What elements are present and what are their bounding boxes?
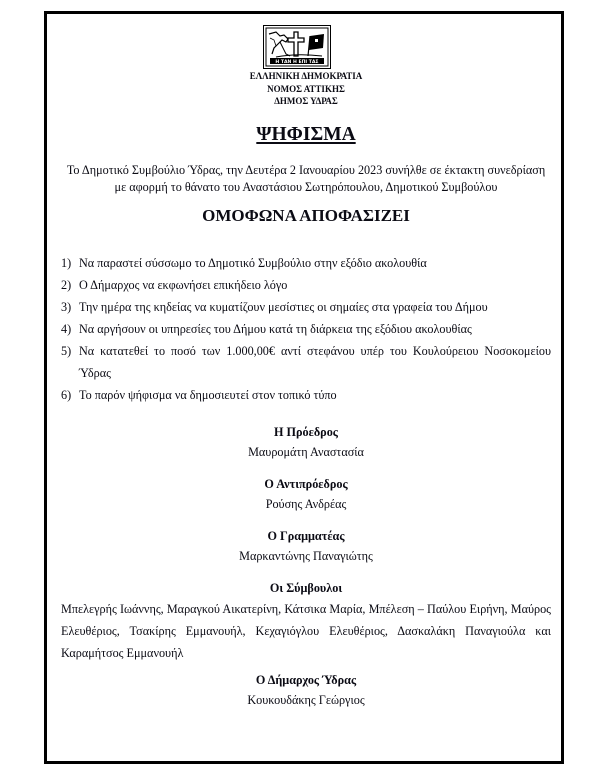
resolution-item [61, 252, 551, 274]
resolution-number: 3) [61, 300, 72, 314]
signature-name: Κουκουδάκης Γεώργιος [247, 693, 365, 707]
signature-president [0, 422, 612, 462]
resolution-text: Ο Δήμαρχος να εκφωνήσει επικήδειο λόγο [79, 278, 288, 292]
resolution-number: 4) [61, 322, 72, 336]
signature-role: Ο Γραμματέας [267, 529, 345, 543]
resolutions-list [61, 252, 551, 406]
signature-name: Ρούσης Ανδρέας [265, 497, 347, 511]
resolution-number: 5) [61, 344, 72, 358]
document-title [0, 123, 612, 147]
decision-heading: ΟΜΟΦΩΝΑ ΑΠΟΦΑΣΙΖΕΙ [202, 206, 410, 225]
intro-paragraph: Το Δημοτικό Συμβούλιο Ύδρας, την Δευτέρα 2 Ιανουαρίου 2023 συνήλθε σε έκτακτη συνεδρίαση με αφορμή το θάνατο του Αναστάσιου Σωτηρόπουλου, Δημοτικού Συμβούλου [66, 163, 546, 194]
signature-role: Ο Δήμαρχος Ύδρας [255, 673, 357, 687]
header-country: ΕΛΛΗΝΙΚΗ ΔΗΜΟΚΡΑΤΙΑ [249, 71, 363, 81]
signatures-section [0, 422, 612, 578]
resolution-text: Το παρόν ψήφισμα να δημοσιευτεί στον τοπικό τύπο [79, 388, 337, 402]
resolution-number: 1) [61, 256, 72, 270]
signature-role: Ο Αντιπρόεδρος [264, 477, 348, 491]
signature-name: Μαρκαντώνης Παναγιώτης [239, 549, 373, 563]
signature-councillors [0, 578, 612, 664]
signature-role: Οι Σύμβουλοι [269, 581, 343, 595]
resolution-item [61, 274, 551, 296]
emblem-motto: Η ΤΑΝ Η ΕΠΙ ΤΑΣ [275, 60, 319, 65]
resolution-number: 6) [61, 388, 72, 402]
signature-vice-president [0, 474, 612, 514]
resolution-text: Να αργήσουν οι υπηρεσίες του Δήμου κατά τη διάρκεια της εξόδιου ακολουθίας [79, 322, 472, 336]
signature-secretary [0, 526, 612, 566]
resolution-item [61, 340, 551, 384]
councillors-names: Μπελεγρής Ιωάννης, Μαραγκού Αικατερίνη, Κάτσικα Μαρία, Μπέλεση – Παύλου Ειρήνη, Μαύρος Ελευθέριος, Τσακίρης Εμμανουήλ, Κεχαγιόγλου Ελευθέριος, Δασκαλάκη Παναγιούλα και Καραμήτσος Εμμανουήλ [61, 602, 551, 660]
issuer-header [0, 70, 612, 108]
resolution-text: Την ημέρα της κηδείας να κυματίζουν μεσίστιες οι σημαίες στα γραφεία του Δήμου [79, 300, 488, 314]
resolution-number: 2) [61, 278, 72, 292]
header-prefecture: ΝΟΜΟΣ ΑΤΤΙΚΗΣ [267, 83, 345, 94]
signature-role: Η Πρόεδρος [274, 425, 338, 439]
resolution-item [61, 318, 551, 340]
document-title-text: ΨΗΦΙΣΜΑ [256, 124, 356, 145]
resolution-item [61, 384, 551, 406]
header-municipality: ΔΗΜΟΣ ΥΔΡΑΣ [274, 96, 338, 106]
emblem-graphic [264, 26, 330, 68]
signature-name: Μαυρομάτη Αναστασία [248, 445, 364, 459]
municipality-emblem-icon [263, 25, 331, 69]
resolution-text: Να κατατεθεί το ποσό των 1.000,00€ αντί στεφάνου υπέρ του Κουλούρειου Νοσοκομείου Ύδρας [79, 344, 551, 380]
resolution-text: Να παραστεί σύσσωμο το Δημοτικό Συμβούλιο στην εξόδιο ακολουθία [79, 256, 427, 270]
resolution-item [61, 296, 551, 318]
signature-mayor [0, 670, 612, 722]
